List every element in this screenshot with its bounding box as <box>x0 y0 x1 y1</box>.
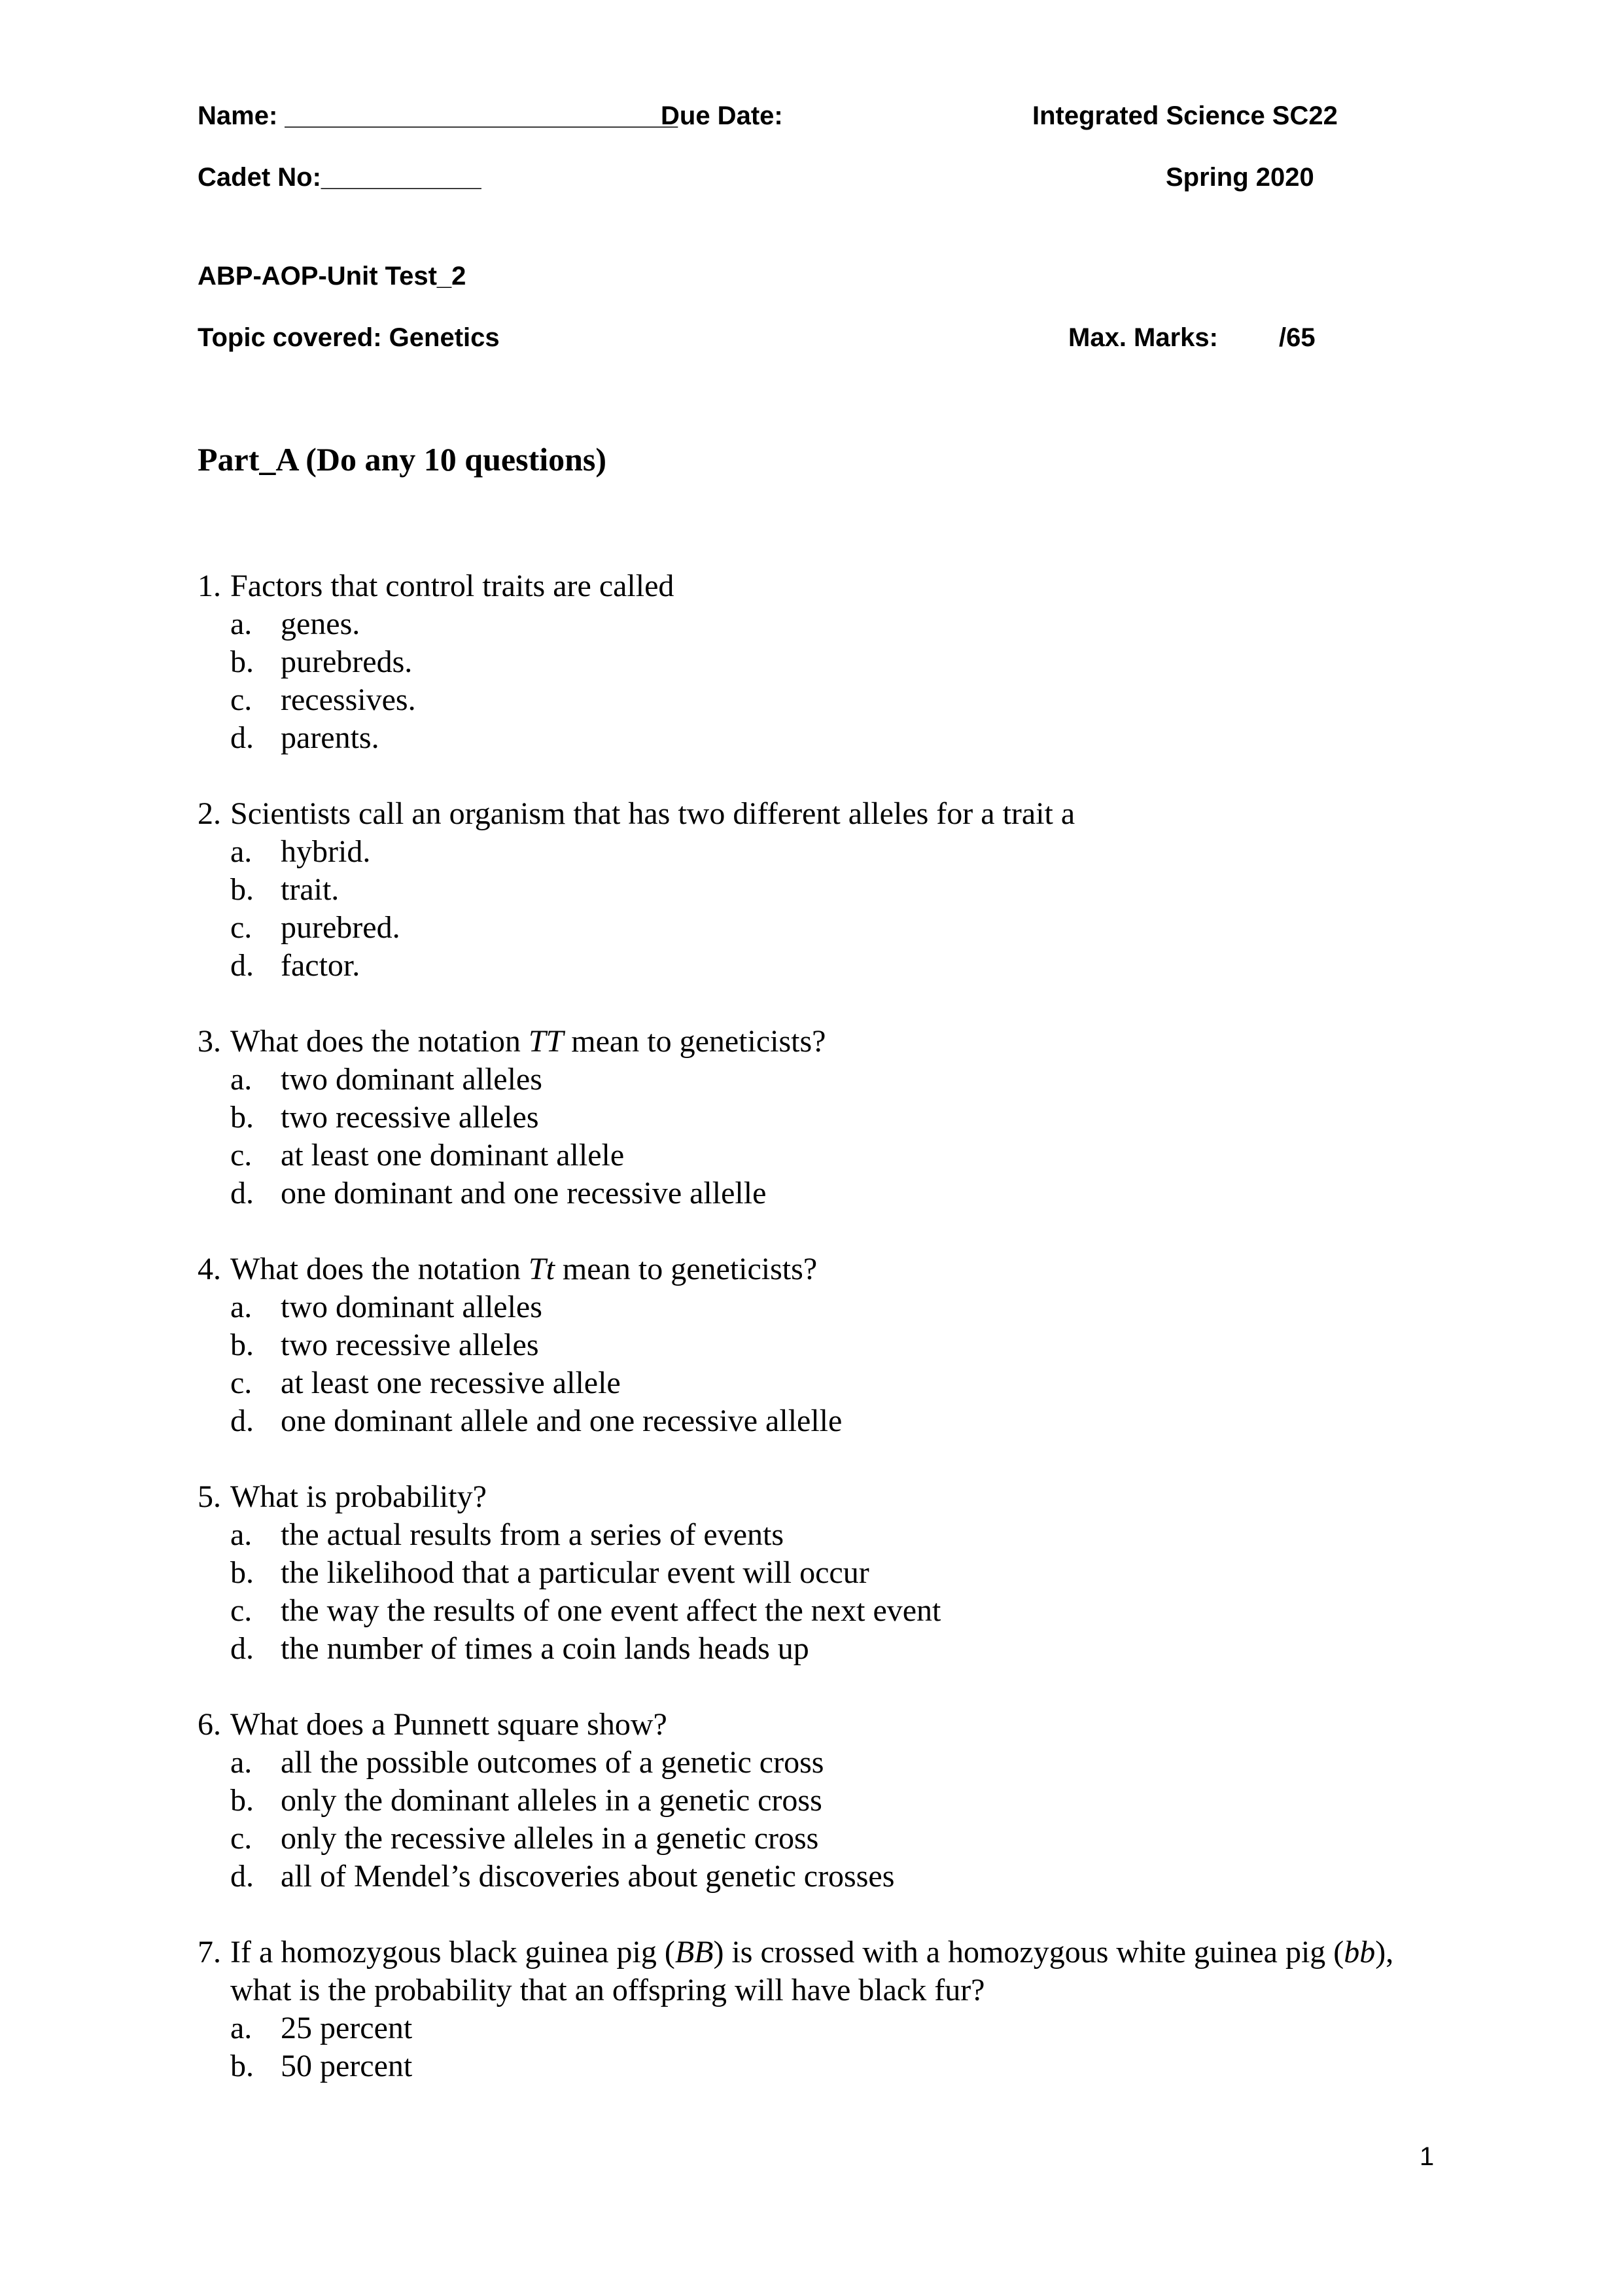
answer-option <box>198 1288 1440 1326</box>
answer-option <box>198 1630 1440 1668</box>
page-number: 1 <box>1420 2142 1435 2171</box>
part-a-title: Part_A (Do any 10 questions) <box>198 441 607 478</box>
question-stem <box>198 795 1440 833</box>
option-letter: c. <box>230 1593 253 1628</box>
option-letter: b. <box>230 1783 254 1818</box>
option-letter: b. <box>230 1555 254 1590</box>
name-field-label: Name: ___________________________ <box>198 101 678 130</box>
option-text: two recessive alleles <box>281 1100 539 1135</box>
option-letter: c. <box>230 1366 253 1400</box>
option-text: one dominant and one recessive allelle <box>281 1176 767 1210</box>
question-5 <box>198 1478 1440 1668</box>
option-text: only the dominant alleles in a genetic cross <box>281 1783 822 1818</box>
option-text: two recessive alleles <box>281 1328 539 1362</box>
option-letter: d. <box>230 720 254 755</box>
option-text: hybrid. <box>281 834 371 869</box>
answer-option <box>198 643 1440 681</box>
option-text: the way the results of one event affect the next event <box>281 1593 941 1628</box>
question-text-segment: What does the notation <box>230 1024 529 1059</box>
question-text <box>230 1478 1440 1516</box>
answer-option <box>198 1516 1440 1554</box>
question-text-segment: mean to geneticists? <box>554 1252 818 1286</box>
option-text: parents. <box>281 720 379 755</box>
answer-option <box>198 1326 1440 1364</box>
option-letter: b. <box>230 645 254 679</box>
option-text: recessives. <box>281 682 416 717</box>
option-letter: d. <box>230 1859 254 1894</box>
option-letter: c. <box>230 1138 253 1173</box>
answer-option <box>198 719 1440 757</box>
question-stem <box>198 1478 1440 1516</box>
option-letter: d. <box>230 1631 254 1666</box>
question-number: 4. <box>198 1252 221 1286</box>
option-letter: a. <box>230 1745 253 1780</box>
option-text: only the recessive alleles in a genetic cross <box>281 1821 819 1856</box>
question-text-segment: What is probability? <box>230 1479 487 1514</box>
option-text: 50 percent <box>281 2049 413 2083</box>
question-text-segment: What does the notation <box>230 1252 529 1286</box>
option-text: genes. <box>281 607 360 641</box>
option-letter: c. <box>230 910 253 945</box>
answer-option <box>198 605 1440 643</box>
option-letter: a. <box>230 834 253 869</box>
max-marks-label: Max. Marks: <box>1068 323 1218 352</box>
option-letter: d. <box>230 1404 254 1438</box>
question-6 <box>198 1706 1440 1896</box>
answer-option <box>198 947 1440 985</box>
option-text: two dominant alleles <box>281 1290 542 1324</box>
question-7 <box>198 1934 1440 2085</box>
question-stem <box>198 567 1440 605</box>
question-text-segment: Factors that control traits are called <box>230 569 674 603</box>
question-stem <box>198 1934 1440 2009</box>
answer-option <box>198 1137 1440 1174</box>
option-letter: a. <box>230 1062 253 1097</box>
option-text: the number of times a coin lands heads up <box>281 1631 809 1666</box>
question-notation: TT <box>528 1024 564 1059</box>
option-text: trait. <box>281 872 340 907</box>
option-text: all the possible outcomes of a genetic cross <box>281 1745 824 1780</box>
question-number: 6. <box>198 1707 221 1742</box>
option-text: at least one dominant allele <box>281 1138 625 1173</box>
answer-option <box>198 909 1440 947</box>
due-date-label: Due Date: <box>661 101 783 130</box>
question-number: 5. <box>198 1479 221 1514</box>
answer-option <box>198 1858 1440 1896</box>
max-marks-value: /65 <box>1279 323 1316 352</box>
option-letter: a. <box>230 1290 253 1324</box>
question-notation: BB <box>674 1935 714 1969</box>
answer-option <box>198 681 1440 719</box>
option-letter: b. <box>230 2049 254 2083</box>
option-text: purebreds. <box>281 645 413 679</box>
option-text: purebred. <box>281 910 400 945</box>
question-number: 7. <box>198 1935 221 1969</box>
option-text: all of Mendel’s discoveries about genetic crosses <box>281 1859 895 1894</box>
answer-option <box>198 1061 1440 1099</box>
question-text <box>230 1023 1440 1061</box>
question-text-segment: ), what is the probability that an offspring will have black fur? <box>230 1935 1394 2007</box>
option-text: the actual results from a series of events <box>281 1517 784 1552</box>
answer-option <box>198 833 1440 871</box>
option-text: 25 percent <box>281 2011 413 2045</box>
question-3 <box>198 1023 1440 1212</box>
option-letter: c. <box>230 682 253 717</box>
answer-option <box>198 2009 1440 2047</box>
answer-option <box>198 871 1440 909</box>
answer-option <box>198 2047 1440 2085</box>
answer-option <box>198 1174 1440 1212</box>
answer-option <box>198 1554 1440 1592</box>
question-2 <box>198 795 1440 985</box>
option-letter: b. <box>230 1100 254 1135</box>
option-text: at least one recessive allele <box>281 1366 621 1400</box>
option-text: the likelihood that a particular event will occur <box>281 1555 869 1590</box>
question-text-segment: If a homozygous black guinea pig ( <box>230 1935 675 1969</box>
question-text <box>230 1250 1440 1288</box>
cadet-number-label: Cadet No:___________ <box>198 163 481 192</box>
term-label: Spring 2020 <box>1166 163 1314 192</box>
question-stem <box>198 1706 1440 1744</box>
question-text <box>230 1934 1440 2009</box>
option-letter: b. <box>230 1328 254 1362</box>
question-number: 2. <box>198 796 221 831</box>
answer-option <box>198 1744 1440 1782</box>
question-text-segment: ) is crossed with a homozygous white guinea pig ( <box>713 1935 1344 1969</box>
question-stem <box>198 1250 1440 1288</box>
option-text: factor. <box>281 948 360 983</box>
topic-label: Topic covered: Genetics <box>198 323 500 352</box>
answer-option <box>198 1099 1440 1137</box>
test-title: ABP-AOP-Unit Test_2 <box>198 262 466 291</box>
question-text-segment: mean to geneticists? <box>563 1024 826 1059</box>
question-list <box>198 567 1440 2123</box>
question-text <box>230 795 1440 833</box>
answer-option <box>198 1782 1440 1820</box>
answer-option <box>198 1592 1440 1630</box>
question-text <box>230 567 1440 605</box>
question-text-segment: Scientists call an organism that has two different alleles for a trait a <box>230 796 1075 831</box>
question-text-segment: What does a Punnett square show? <box>230 1707 667 1742</box>
option-letter: a. <box>230 607 253 641</box>
option-letter: d. <box>230 1176 254 1210</box>
option-letter: a. <box>230 2011 253 2045</box>
question-stem <box>198 1023 1440 1061</box>
question-notation: bb <box>1344 1935 1376 1969</box>
option-text: one dominant allele and one recessive allelle <box>281 1404 843 1438</box>
question-number: 3. <box>198 1024 221 1059</box>
question-notation: Tt <box>528 1252 555 1286</box>
option-letter: b. <box>230 872 254 907</box>
question-number: 1. <box>198 569 221 603</box>
course-title: Integrated Science SC22 <box>1032 101 1338 130</box>
option-letter: a. <box>230 1517 253 1552</box>
answer-option <box>198 1820 1440 1858</box>
option-text: two dominant alleles <box>281 1062 542 1097</box>
question-4 <box>198 1250 1440 1440</box>
answer-option <box>198 1364 1440 1402</box>
option-letter: c. <box>230 1821 253 1856</box>
question-text <box>230 1706 1440 1744</box>
option-letter: d. <box>230 948 254 983</box>
question-1 <box>198 567 1440 757</box>
answer-option <box>198 1402 1440 1440</box>
